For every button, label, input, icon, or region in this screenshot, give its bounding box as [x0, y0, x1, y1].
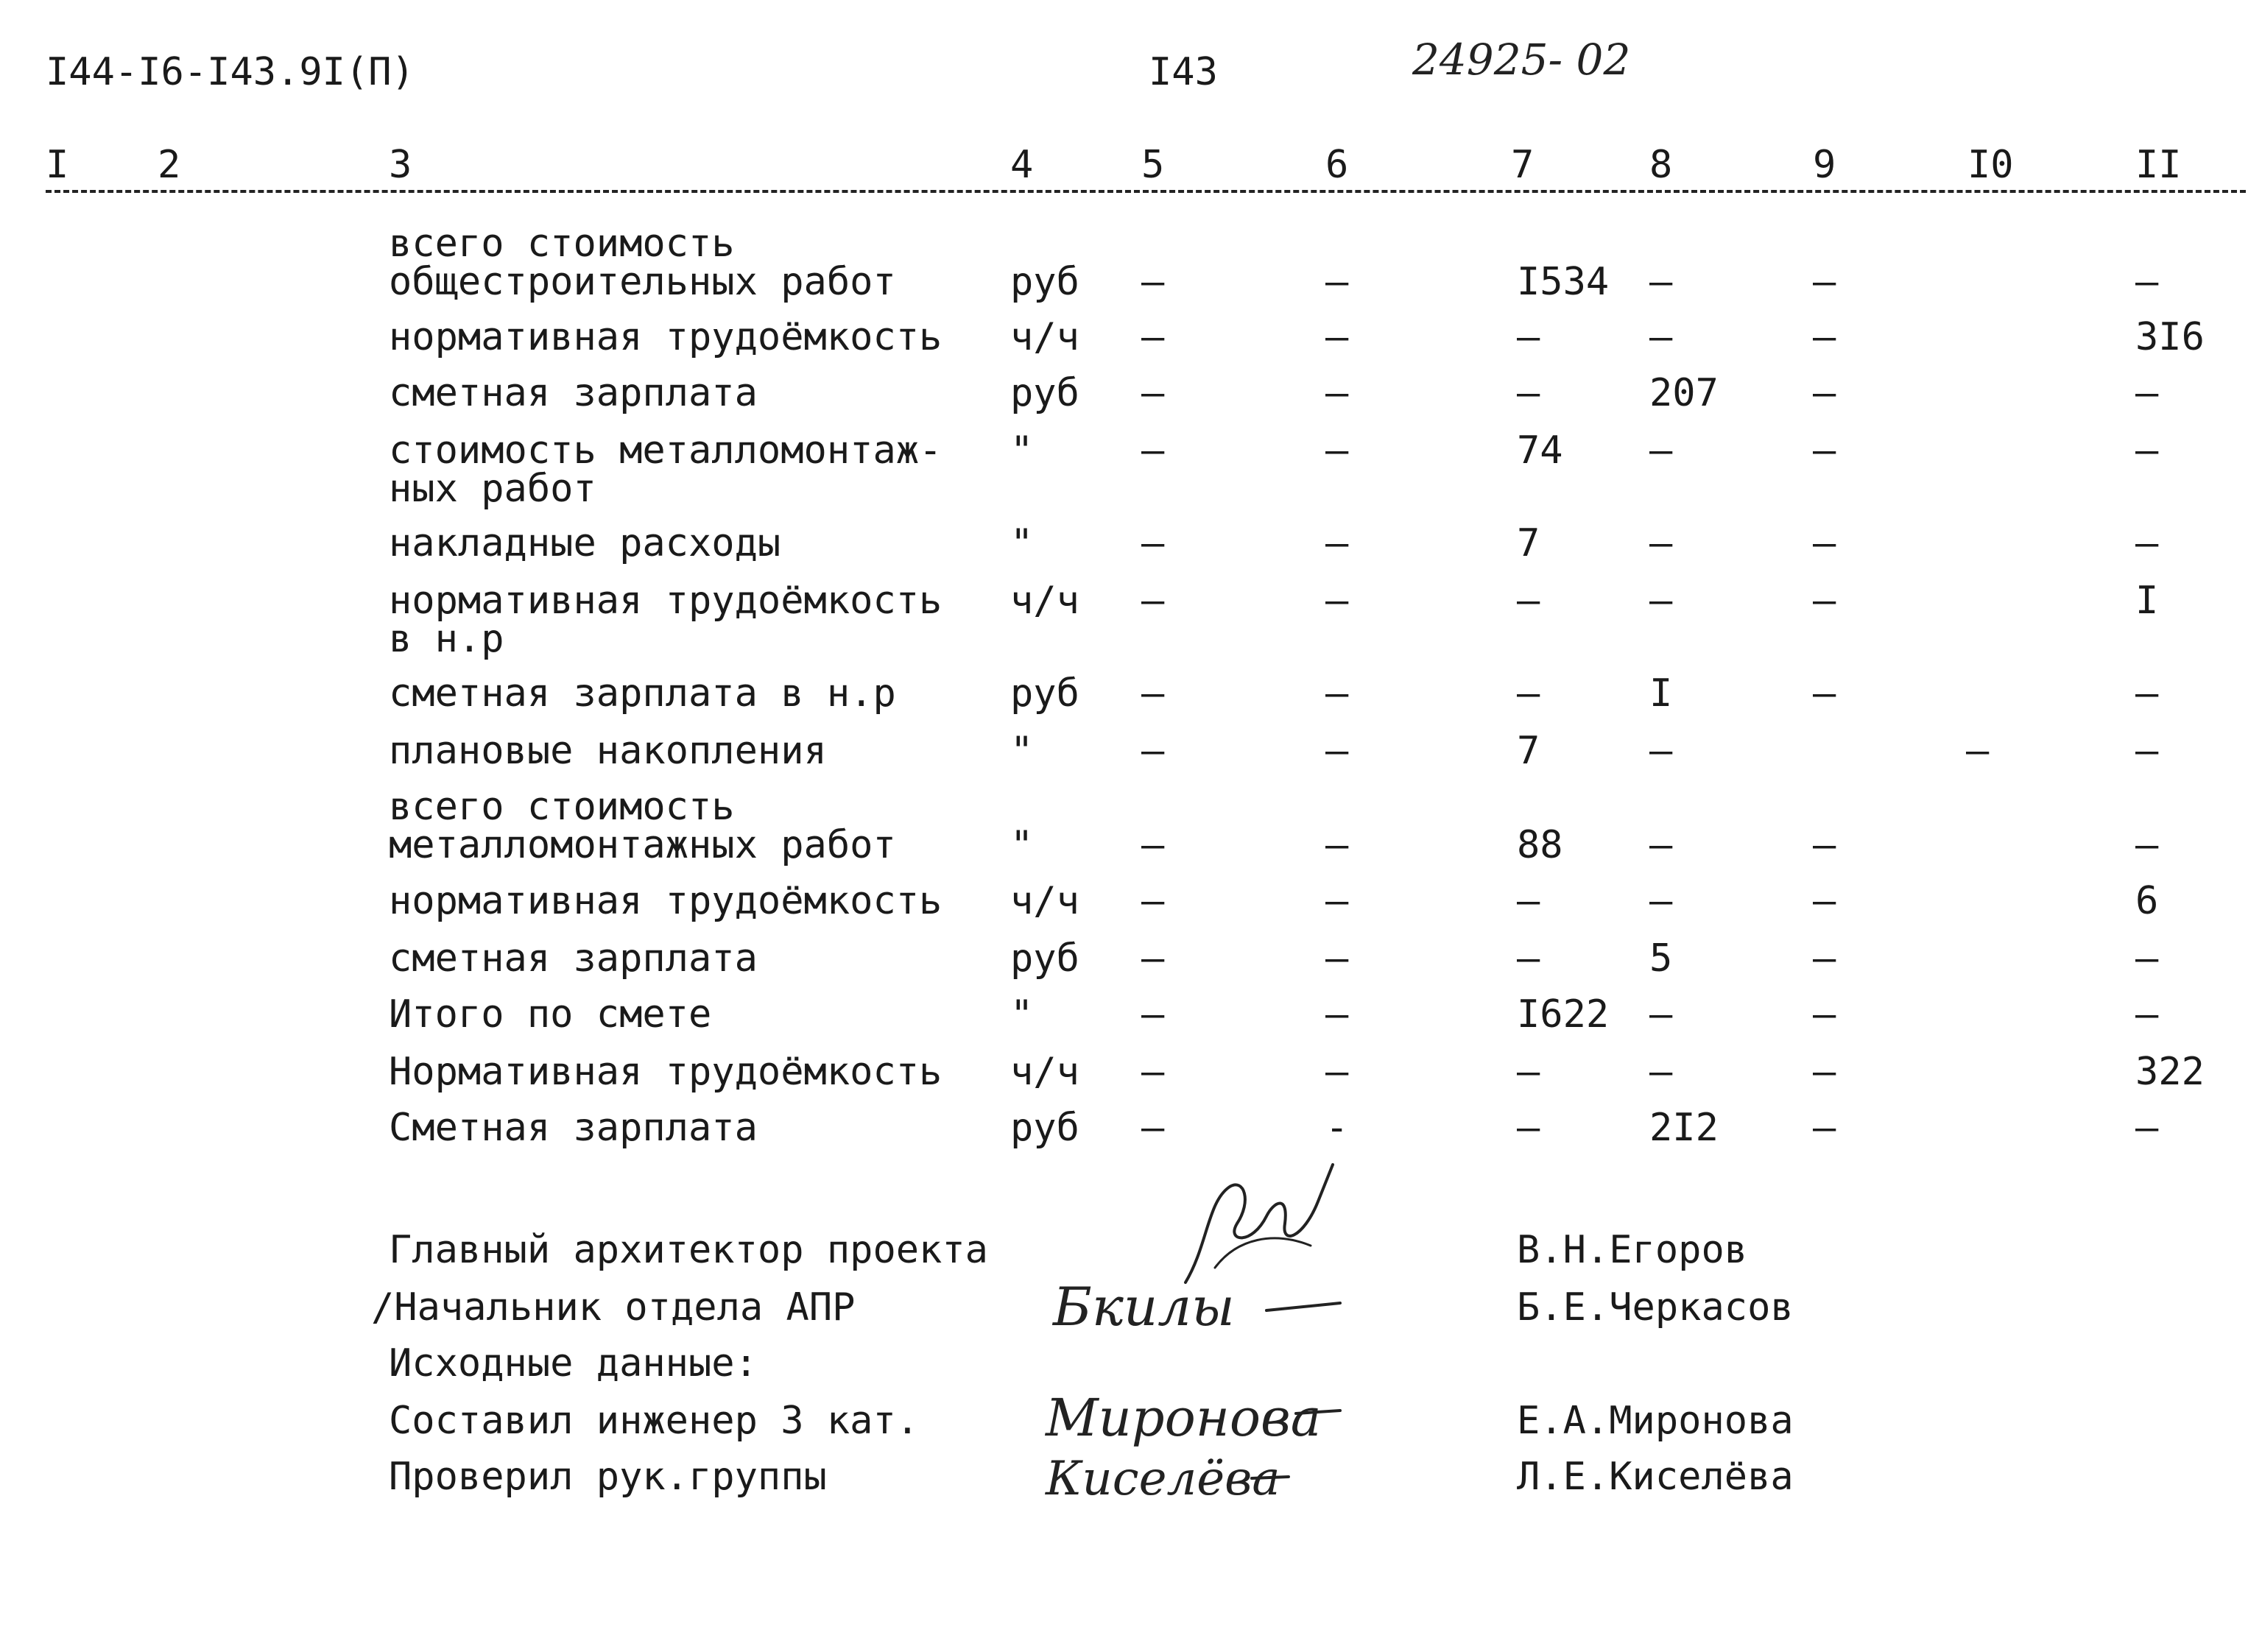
cell-col8: – — [1649, 428, 1673, 473]
cell-col11: – — [2135, 936, 2159, 981]
cell-col6: – — [1325, 371, 1349, 415]
unit-cell: " — [1010, 992, 1034, 1037]
page-number: I43 — [1149, 50, 1218, 94]
cell-col6: – — [1325, 823, 1349, 867]
column-header-5: 5 — [1141, 143, 1165, 187]
row-label: сметная зарплата в н.р — [389, 671, 896, 716]
cell-col9: – — [1813, 671, 1836, 716]
row-label: Нормативная трудоёмкость — [389, 1050, 942, 1094]
cell-col5: – — [1141, 1050, 1165, 1094]
signature-department-head — [1046, 1252, 1355, 1347]
cell-col11: – — [2135, 729, 2159, 773]
row-label: нормативная трудоёмкость — [389, 315, 942, 359]
column-header-4: 4 — [1010, 143, 1034, 187]
cell-col11: – — [2135, 823, 2159, 867]
unit-cell: руб — [1010, 260, 1079, 304]
cell-col11: – — [2135, 1106, 2159, 1150]
unit-cell: ч/ч — [1010, 879, 1079, 923]
signatory-name: В.Н.Егоров — [1517, 1228, 1748, 1272]
signatory-name: Б.Е.Черкасов — [1517, 1285, 1794, 1330]
row-label: сметная зарплата — [389, 936, 758, 981]
cell-col11: 3I6 — [2135, 315, 2205, 359]
column-header-11: II — [2135, 143, 2182, 187]
column-header-1: I — [46, 143, 69, 187]
cell-col5: – — [1141, 729, 1165, 773]
signatory-role: Исходные данные: — [389, 1341, 758, 1386]
cell-col7: 74 — [1517, 428, 1563, 473]
cell-col9: – — [1813, 315, 1836, 359]
signatory-role: /Начальник отдела АПР — [371, 1285, 856, 1330]
cell-col10: – — [1966, 729, 1990, 773]
row-label: сметная зарплата — [389, 371, 758, 415]
cell-col5: – — [1141, 823, 1165, 867]
cell-col6: - — [1325, 1106, 1349, 1150]
cell-col6: – — [1325, 521, 1349, 565]
cell-col8: – — [1649, 992, 1673, 1037]
row-label: Сметная зарплата — [389, 1106, 758, 1150]
row-label: плановые накопления — [389, 729, 827, 773]
cell-col9: – — [1813, 371, 1836, 415]
cell-col11: – — [2135, 428, 2159, 473]
unit-cell: " — [1010, 823, 1034, 867]
cell-col6: – — [1325, 260, 1349, 304]
row-label: нормативная трудоёмкость — [389, 879, 942, 923]
cell-col5: – — [1141, 671, 1165, 716]
cell-col5: – — [1141, 936, 1165, 981]
cell-col7: – — [1517, 879, 1540, 923]
cell-col8: – — [1649, 879, 1673, 923]
row-label-continued: в н.р — [389, 617, 504, 661]
signatory-name: Е.А.Миронова — [1517, 1399, 1794, 1443]
row-label: всего стоимость — [389, 785, 735, 829]
cell-col9: – — [1813, 879, 1836, 923]
svg-text:Киселёва: Киселёва — [1046, 1452, 1280, 1506]
cell-col11: 6 — [2135, 879, 2159, 923]
cell-col7: – — [1517, 371, 1540, 415]
row-label: Итого по смете — [389, 992, 712, 1037]
signatory-role: Проверил рук.группы — [389, 1455, 827, 1499]
cell-col7: 88 — [1517, 823, 1563, 867]
unit-cell: " — [1010, 729, 1034, 773]
column-header-10: I0 — [1967, 143, 2014, 187]
cell-col9: – — [1813, 1050, 1836, 1094]
cell-col9: – — [1813, 992, 1836, 1037]
unit-cell: ч/ч — [1010, 1050, 1079, 1094]
svg-text:Бкилы: Бкилы — [1053, 1276, 1235, 1338]
cell-col9: – — [1813, 428, 1836, 473]
cell-col7: – — [1517, 579, 1540, 623]
row-label-continued: ных работ — [389, 467, 596, 511]
signatory-name: Л.Е.Киселёва — [1517, 1455, 1794, 1499]
cell-col6: – — [1325, 936, 1349, 981]
svg-text:Миронова: Миронова — [1046, 1388, 1322, 1448]
row-label: накладные расходы — [389, 521, 781, 565]
cell-col8: I — [1649, 671, 1673, 716]
handwritten-number: 24925- 02 — [1412, 35, 1631, 85]
cell-col5: – — [1141, 879, 1165, 923]
cell-col6: – — [1325, 671, 1349, 716]
column-header-2: 2 — [158, 143, 181, 187]
cell-col8: 2I2 — [1649, 1106, 1719, 1150]
cell-col5: – — [1141, 579, 1165, 623]
cell-col7: I534 — [1517, 260, 1610, 304]
cell-col6: – — [1325, 729, 1349, 773]
cell-col7: – — [1517, 1050, 1540, 1094]
cell-col5: – — [1141, 371, 1165, 415]
cell-col6: – — [1325, 579, 1349, 623]
cell-col5: – — [1141, 260, 1165, 304]
cell-col7: 7 — [1517, 521, 1540, 565]
row-label: всего стоимость — [389, 222, 735, 266]
unit-cell: руб — [1010, 371, 1079, 415]
cell-col7: I622 — [1517, 992, 1610, 1037]
cell-col7: – — [1517, 315, 1540, 359]
row-label-continued: общестроительных работ — [389, 260, 896, 304]
unit-cell: ч/ч — [1010, 315, 1079, 359]
cell-col6: – — [1325, 879, 1349, 923]
unit-cell: " — [1010, 521, 1034, 565]
cell-col5: – — [1141, 428, 1165, 473]
table-row — [0, 785, 2262, 876]
cell-col8: – — [1649, 823, 1673, 867]
column-header-6: 6 — [1325, 143, 1349, 187]
column-header-7: 7 — [1511, 143, 1535, 187]
cell-col8: – — [1649, 729, 1673, 773]
cell-col8: 5 — [1649, 936, 1673, 981]
table-row — [0, 579, 2262, 670]
unit-cell: руб — [1010, 1106, 1079, 1150]
cell-col11: – — [2135, 671, 2159, 716]
column-header-9: 9 — [1813, 143, 1836, 187]
cell-col11: – — [2135, 371, 2159, 415]
cell-col5: – — [1141, 315, 1165, 359]
cell-col6: – — [1325, 1050, 1349, 1094]
cell-col6: – — [1325, 992, 1349, 1037]
cell-col11: – — [2135, 992, 2159, 1037]
cell-col8: – — [1649, 521, 1673, 565]
cell-col9: – — [1813, 579, 1836, 623]
cell-col6: – — [1325, 315, 1349, 359]
cell-col11: – — [2135, 260, 2159, 304]
cell-col8: – — [1649, 315, 1673, 359]
cell-col8: 207 — [1649, 371, 1719, 415]
table-row — [0, 222, 2262, 313]
cell-col9: – — [1813, 521, 1836, 565]
cell-col11: – — [2135, 521, 2159, 565]
table-row — [0, 428, 2262, 520]
cell-col7: – — [1517, 1106, 1540, 1150]
signatory-role: Составил инженер 3 кат. — [389, 1399, 920, 1443]
cell-col8: – — [1649, 260, 1673, 304]
column-header-3: 3 — [389, 143, 412, 187]
unit-cell: ч/ч — [1010, 579, 1079, 623]
row-label: стоимость металломонтаж- — [389, 428, 942, 473]
header-divider — [46, 190, 2246, 193]
column-header-8: 8 — [1649, 143, 1673, 187]
row-label: нормативная трудоёмкость — [389, 579, 942, 623]
signature-group-leader — [1038, 1436, 1303, 1517]
signatory-role: Главный архитектор проекта — [389, 1228, 988, 1272]
cell-col7: – — [1517, 671, 1540, 716]
cell-col6: – — [1325, 428, 1349, 473]
unit-cell: " — [1010, 428, 1034, 473]
unit-cell: руб — [1010, 671, 1079, 716]
document-code: I44-I6-I43.9I(П) — [46, 50, 415, 94]
cell-col5: – — [1141, 521, 1165, 565]
cell-col5: – — [1141, 992, 1165, 1037]
cell-col8: – — [1649, 579, 1673, 623]
cell-col9: – — [1813, 936, 1836, 981]
cell-col9: – — [1813, 1106, 1836, 1150]
cell-col11: 322 — [2135, 1050, 2205, 1094]
cell-col11: I — [2135, 579, 2159, 623]
table-row — [0, 1106, 2262, 1197]
cell-col7: 7 — [1517, 729, 1540, 773]
cell-col7: – — [1517, 936, 1540, 981]
cell-col5: – — [1141, 1106, 1165, 1150]
cell-col8: – — [1649, 1050, 1673, 1094]
row-label-continued: металломонтажных работ — [389, 823, 896, 867]
cell-col9: – — [1813, 260, 1836, 304]
cell-col9: – — [1813, 823, 1836, 867]
unit-cell: руб — [1010, 936, 1079, 981]
